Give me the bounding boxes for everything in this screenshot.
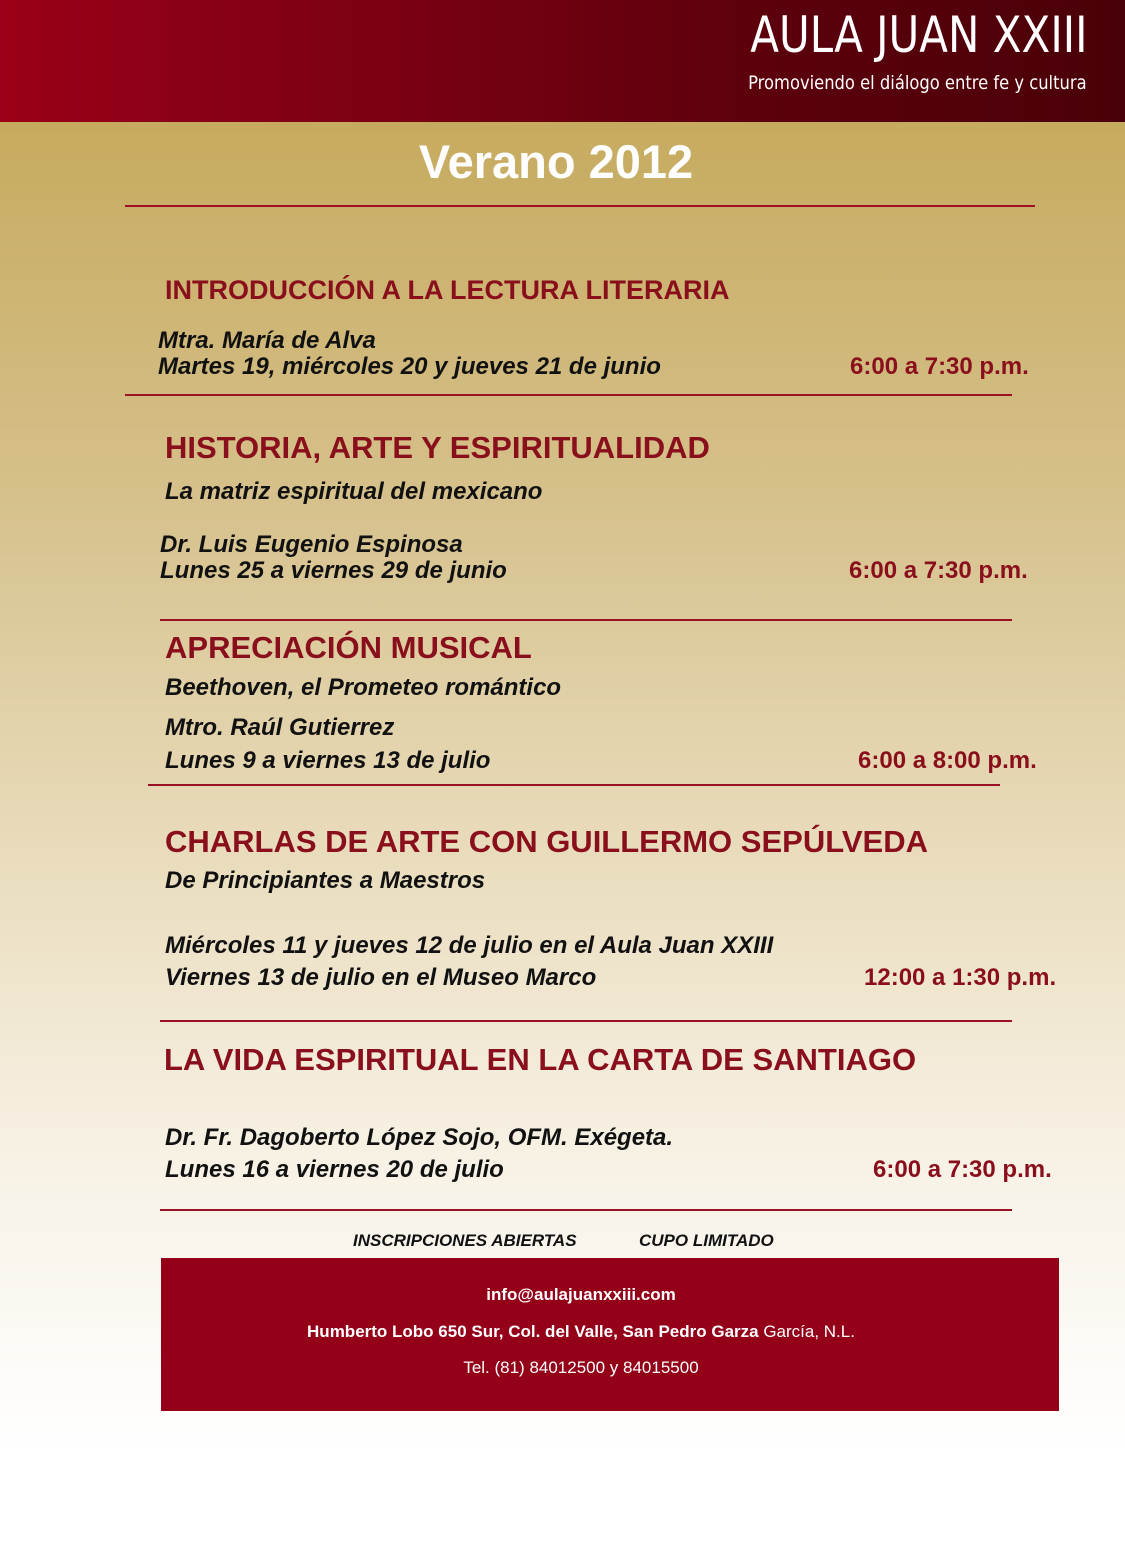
course-dates: Viernes 13 de julio en el Museo Marco bbox=[165, 964, 597, 991]
contact-email[interactable]: info@aulajuanxxiii.com bbox=[486, 1285, 676, 1304]
brand-tagline: Promoviendo el diálogo entre fe y cultura bbox=[748, 72, 1087, 94]
capacity-notice: CUPO LIMITADO bbox=[639, 1231, 774, 1250]
contact-address-main: Humberto Lobo 650 Sur, Col. del Valle, San Pedro Garza bbox=[307, 1322, 759, 1341]
course-subtitle: De Principiantes a Maestros bbox=[165, 867, 486, 894]
brand-logo-text: AULA JUAN XXIII bbox=[749, 6, 1087, 64]
contact-address-city: García, N.L. bbox=[758, 1322, 855, 1341]
course-speaker: Mtro. Raúl Gutierrez bbox=[165, 714, 395, 741]
course-title: APRECIACIÓN MUSICAL bbox=[165, 630, 532, 665]
course-time: 12:00 a 1:30 p.m. bbox=[864, 964, 1057, 991]
course-dates: Lunes 25 a viernes 29 de junio bbox=[160, 557, 507, 584]
divider bbox=[160, 619, 1012, 621]
contact-phone: Tel. (81) 84012500 y 84015500 bbox=[463, 1358, 699, 1377]
course-dates: Miércoles 11 y jueves 12 de julio en el Aula Juan XXIII bbox=[165, 932, 774, 959]
page-title: Verano 2012 bbox=[418, 135, 694, 188]
course-speaker: Dr. Luis Eugenio Espinosa bbox=[160, 531, 463, 558]
course-time: 6:00 a 7:30 p.m. bbox=[850, 353, 1029, 380]
divider bbox=[125, 205, 1035, 207]
course-time: 6:00 a 8:00 p.m. bbox=[858, 747, 1037, 774]
course-title: HISTORIA, ARTE Y ESPIRITUALIDAD bbox=[165, 430, 710, 465]
course-dates: Martes 19, miércoles 20 y jueves 21 de junio bbox=[158, 353, 661, 380]
course-subtitle: La matriz espiritual del mexicano bbox=[165, 478, 543, 505]
course-subtitle: Beethoven, el Prometeo romántico bbox=[165, 674, 562, 701]
course-speaker: Dr. Fr. Dagoberto López Sojo, OFM. Exégeta. bbox=[165, 1124, 674, 1151]
course-title: LA VIDA ESPIRITUAL EN LA CARTA DE SANTIAGO bbox=[164, 1042, 917, 1077]
course-time: 6:00 a 7:30 p.m. bbox=[849, 557, 1028, 584]
course-dates: Lunes 9 a viernes 13 de julio bbox=[165, 747, 491, 774]
contact-box bbox=[161, 1258, 1059, 1411]
divider bbox=[160, 1209, 1012, 1211]
registration-notice: INSCRIPCIONES ABIERTAS bbox=[353, 1231, 577, 1250]
course-speaker: Mtra. María de Alva bbox=[158, 327, 376, 354]
header-banner bbox=[0, 0, 1125, 122]
course-title: CHARLAS DE ARTE CON GUILLERMO SEPÚLVEDA bbox=[165, 824, 928, 859]
divider bbox=[125, 394, 1012, 396]
divider bbox=[160, 1020, 1012, 1022]
contact-address bbox=[161, 1322, 1001, 1342]
course-title: INTRODUCCIÓN A LA LECTURA LITERARIA bbox=[165, 275, 730, 305]
course-dates: Lunes 16 a viernes 20 de julio bbox=[165, 1156, 504, 1183]
divider bbox=[148, 784, 1000, 786]
course-time: 6:00 a 7:30 p.m. bbox=[873, 1156, 1052, 1183]
